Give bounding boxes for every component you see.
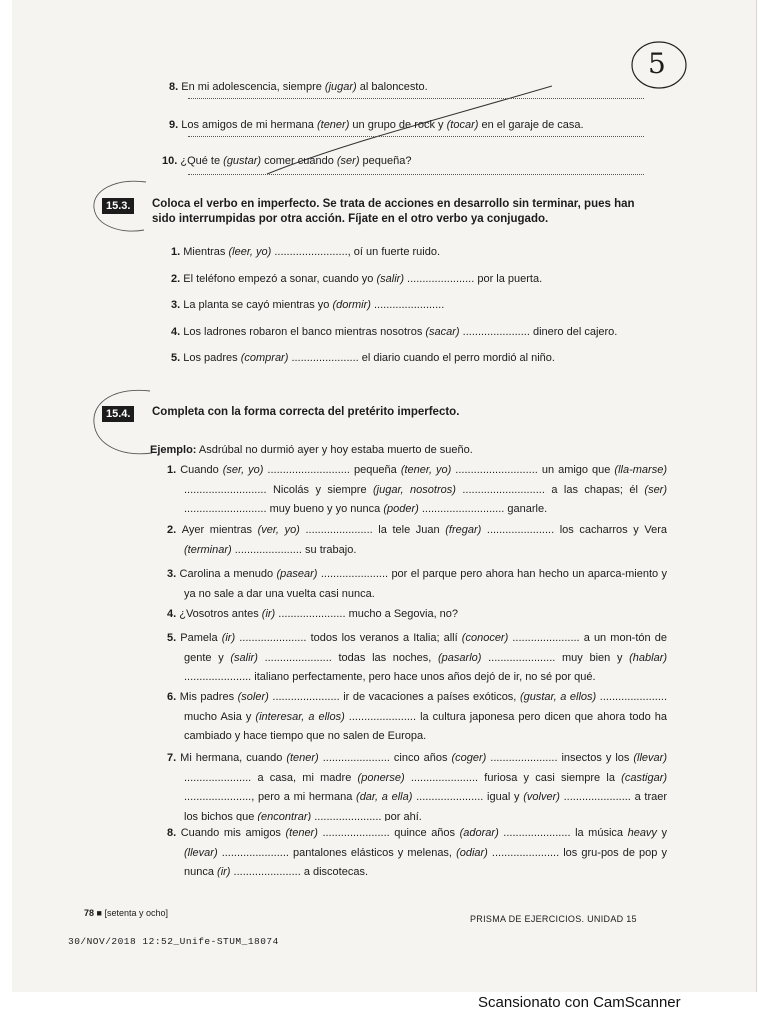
sentence-text: ...................... todos los veranos a Italia; allí [235, 632, 462, 644]
exercise-item [171, 298, 444, 312]
verb-prompt: (ser) [644, 483, 667, 496]
scanned-page [12, 0, 757, 992]
item-number: 1. [167, 464, 181, 476]
verb-prompt: (pasear) [276, 568, 318, 580]
sentence-text: ...................... todas las noches, [257, 651, 439, 664]
item-number: 3. [167, 568, 180, 580]
exercise-item [169, 80, 428, 94]
sentence-text: ...................... muy bien y [481, 651, 630, 664]
verb-prompt: (llevar) [633, 752, 667, 764]
verb-prompt: (odiar) [456, 846, 488, 859]
item-number: 6. [167, 691, 180, 703]
footer-book-title: PRISMA DE EJERCICIOS. UNIDAD 15 [470, 914, 637, 924]
sentence-text: ...................... la tele Juan [299, 524, 446, 536]
sentence-text: ...................... igual y [412, 791, 524, 803]
item-number: 5. [167, 632, 181, 644]
exercise-item [171, 351, 555, 365]
item-number: 4. [171, 325, 184, 338]
sentence-text: ...................... la cultura japonesa pero dicen que ahora todo ha cambiado y hace tiempo que no salen de Europa. [184, 710, 667, 742]
sentence-text: ...................... a casa, mi madre [184, 771, 358, 784]
sentence-text: al baloncesto. [356, 81, 428, 93]
item-number: 10. [162, 155, 181, 167]
verb-prompt: (tener) [286, 752, 319, 764]
verb-prompt: (ser, yo) [222, 464, 264, 476]
sentence-text: ...................... por ahí. [311, 810, 422, 821]
sentence-text: ......................, pero a mi hermana [184, 791, 357, 803]
item-number: 9. [169, 119, 182, 131]
sentence-text: ........................... ganarle. [418, 503, 548, 515]
item-number: 2. [167, 524, 182, 536]
verb-prompt: (sacar) [425, 325, 460, 338]
section-label-15-4: 15.4. [102, 404, 134, 422]
sentence-text: ...................... a traer los bichos que [184, 791, 667, 821]
verb-prompt: (adorar) [459, 827, 499, 839]
sentence-text: ...................... cinco años [318, 752, 452, 764]
sentence-text: ...................... a discotecas. [230, 866, 369, 878]
sentence-text: Pamela [180, 632, 222, 644]
item-number: 3. [171, 299, 184, 311]
verb-prompt: (ir) [261, 608, 276, 620]
sentence-text: Mi hermana, cuando [180, 752, 287, 764]
sentence-text: ........................, oí un fuerte ruido. [271, 246, 441, 258]
sentence-text: ...................... mucho a Segovia, no? [275, 608, 459, 620]
sentence-text: en el garaje de casa. [478, 119, 584, 131]
exercise-item [171, 272, 542, 286]
verb-prompt: (ir) [217, 866, 231, 878]
exercise-item [167, 629, 667, 687]
exercise-item [167, 565, 667, 604]
sentence-text: ...................... la música [498, 827, 628, 839]
sentence-text: ........................... a las chapas; él [455, 483, 645, 496]
verb-prompt: (hablar) [629, 651, 667, 664]
sentence-text: ...................... por el parque pero ahora han hecho un aparca-miento y ya no sale a dar una vuelta casi nunca. [184, 568, 667, 600]
footer-page-number: 78 ■ [setenta y ocho] [84, 908, 169, 918]
sentence-text: pequeña? [359, 155, 412, 167]
sentence-text: ...................... los gru-pos de pop y nunca [184, 846, 667, 878]
sentence-text: Los amigos de mi hermana [181, 119, 317, 131]
sentence-text: ...................... a un mon-tón de gente y [184, 632, 667, 664]
exercise-item [167, 521, 667, 560]
page-badge: 5 [648, 47, 666, 80]
answer-line [188, 135, 644, 137]
sentence-text: Ayer mientras [181, 524, 258, 536]
sentence-text: ¿Vosotros antes [179, 608, 262, 620]
exercise-item [167, 688, 667, 746]
sentence-text: y [656, 827, 667, 839]
item-number: 5. [171, 352, 184, 364]
verb-prompt: (castigar) [621, 771, 667, 784]
sentence-text: ...................... quince años [317, 827, 460, 839]
verb-prompt: (conocer) [461, 632, 509, 644]
verb-prompt: (ponerse) [357, 771, 405, 784]
verb-prompt: (dar, a ella) [356, 791, 413, 803]
item-number: 4. [167, 608, 180, 620]
sentence-text: ........................... muy bueno y yo nunca [184, 503, 384, 515]
exercise-item [169, 118, 584, 132]
section-label-15-3: 15.3. [102, 196, 134, 214]
verb-prompt: (salir) [376, 272, 404, 285]
sentence-text: ...................... dinero del cajero. [459, 325, 618, 338]
pen-strike-mark [262, 84, 562, 184]
verb-prompt: (coger) [451, 752, 487, 764]
camscanner-watermark: Scansionato con CamScanner [478, 994, 681, 1011]
verb-prompt: (terminar) [184, 543, 232, 556]
answer-line [188, 173, 644, 175]
sentence-text: comer cuando [261, 155, 337, 167]
verb-prompt: (gustar, a ellos) [519, 691, 597, 703]
verb-prompt: (ir) [221, 632, 236, 644]
verb-prompt: (llevar) [184, 846, 218, 859]
sentence-text: ...................... su trabajo. [231, 543, 357, 556]
sentence-text: ........................... un amigo que [451, 464, 615, 476]
sentence-text: Los padres [183, 352, 241, 364]
sentence-text: ...................... insectos y los [486, 752, 634, 764]
verb-prompt: heavy [627, 827, 657, 839]
example-line [150, 443, 473, 457]
sentence-text: ...................... el diario cuando el perro mordió al niño. [288, 352, 555, 364]
sentence-text: ........................... pequeña [263, 464, 401, 476]
verb-prompt: (fregar) [445, 524, 482, 536]
verb-prompt: (jugar) [324, 81, 357, 93]
sentence-text: La planta se cayó mientras yo [183, 299, 333, 311]
verb-prompt: (encontrar) [257, 810, 312, 821]
exercise-item [171, 325, 617, 339]
sentence-text: En mi adolescencia, siempre [181, 81, 325, 93]
exercise-item [162, 154, 412, 168]
verb-prompt: (gustar) [223, 155, 262, 167]
sentence-text: Cuando mis amigos [180, 827, 286, 839]
sentence-text: ...................... pantalones elásticos y melenas, [217, 846, 457, 859]
sentence-text: ....................... [370, 299, 445, 311]
example-label: Ejemplo: [150, 444, 197, 456]
sentence-text: ¿Qué te [180, 155, 224, 167]
verb-prompt: (ser) [336, 155, 360, 167]
verb-prompt: (interesar, a ellos) [255, 710, 345, 723]
sentence-text: El teléfono empezó a sonar, cuando yo [183, 272, 377, 285]
exercise-item [167, 749, 667, 821]
item-number: 8. [167, 827, 181, 839]
verb-prompt: (pasarlo) [438, 651, 482, 664]
verb-prompt: (jugar, nosotros) [373, 483, 456, 496]
verb-prompt: (lla-marse) [614, 464, 667, 476]
answer-line [188, 97, 644, 99]
scanner-stamp: 30/NOV/2018 12:52_Unife-STUM_18074 [68, 936, 279, 947]
sentence-text: Mientras [183, 246, 229, 258]
sentence-text: ...................... los cacharros y Vera [481, 524, 667, 536]
item-number: 8. [169, 81, 182, 93]
exercise-item [171, 245, 440, 259]
verb-prompt: (salir) [230, 651, 258, 664]
example-text: Asdrúbal no durmió ayer y hoy estaba muerto de sueño. [196, 444, 473, 456]
verb-prompt: (dormir) [332, 299, 371, 311]
section-title-15-4: Completa con la forma correcta del pretérito imperfecto. [152, 406, 460, 418]
sentence-text: Cuando [180, 464, 223, 476]
sentence-text: Mis padres [179, 691, 238, 703]
verb-prompt: (tener) [316, 119, 350, 131]
section-title-15-3: Coloca el verbo en imperfecto. Se trata de acciones en desarrollo sin terminar, pues han sido interrumpidas por otra acción. Fíjate en el otro verbo ya conjugado. [152, 198, 635, 225]
sentence-text: ...................... ir de vacaciones a países exóticos, [268, 691, 520, 703]
exercise-item [167, 606, 667, 622]
item-number: 1. [171, 246, 184, 258]
sentence-text: Carolina a menudo [179, 568, 277, 580]
sentence-text: ........................... Nicolás y siempre [184, 483, 374, 496]
verb-prompt: (soler) [237, 691, 269, 703]
verb-prompt: (tener) [285, 827, 318, 839]
sentence-text: ...................... por la puerta. [403, 272, 543, 285]
exercise-item [167, 824, 667, 883]
sentence-text: un grupo de rock y [349, 119, 447, 131]
item-number: 2. [171, 272, 184, 285]
sentence-text: Los ladrones robaron el banco mientras nosotros [183, 325, 426, 338]
item-number: 7. [167, 752, 181, 764]
exercise-item [167, 461, 667, 520]
sentence-text: ...................... italiano perfectamente, pero hace unos años dejó de ir, no sé por qué. [184, 671, 596, 683]
sentence-text: ...................... furiosa y casi siempre la [404, 771, 622, 784]
verb-prompt: (volver) [523, 791, 560, 803]
verb-prompt: (tener, yo) [400, 464, 452, 476]
verb-prompt: (leer, yo) [228, 246, 272, 258]
verb-prompt: (ver, yo) [257, 524, 300, 536]
verb-prompt: (comprar) [240, 352, 289, 364]
verb-prompt: (tocar) [446, 119, 479, 131]
sentence-text: ...................... mucho Asia y [184, 691, 667, 723]
verb-prompt: (poder) [383, 503, 419, 515]
